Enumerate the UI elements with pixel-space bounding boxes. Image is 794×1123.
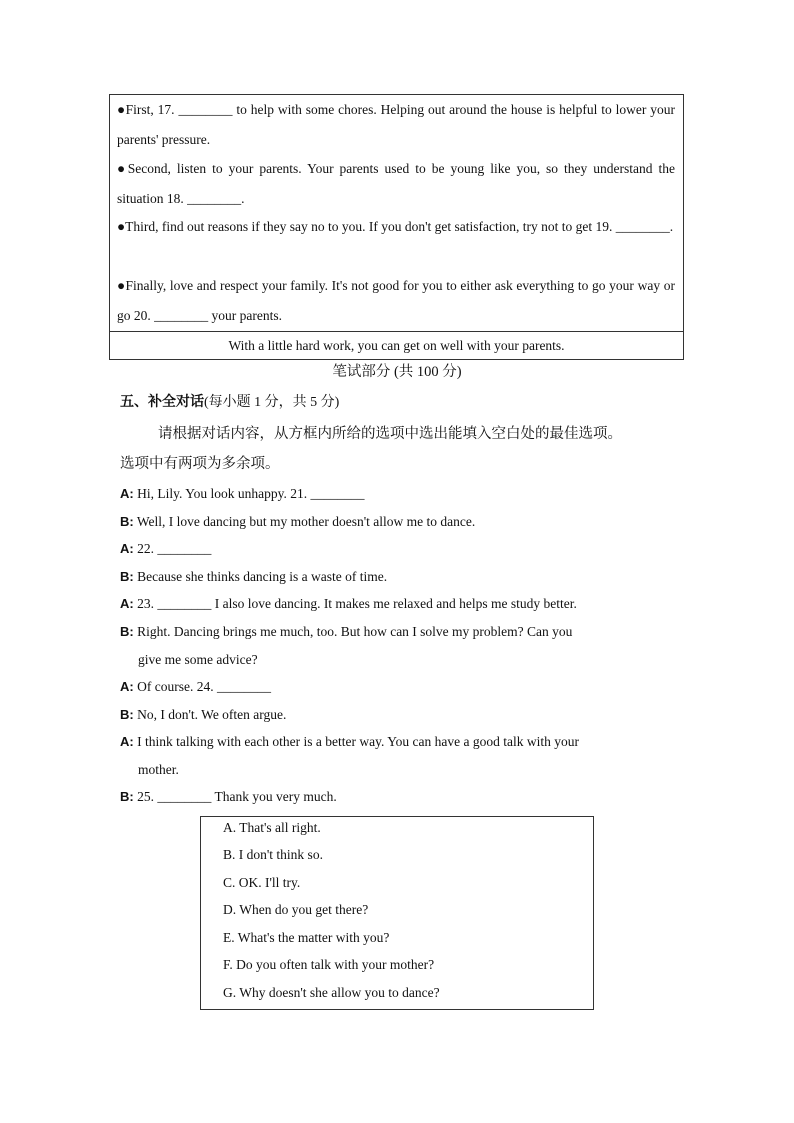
option-f: F. Do you often talk with your mother?: [223, 957, 435, 972]
section-title: 笔试部分 (共 100 分): [332, 364, 462, 380]
dialogue-text: Hi, Lily. You look unhappy. 21. ________: [137, 486, 365, 501]
dialogue-continuation: mother.: [138, 762, 179, 777]
part-heading: [120, 392, 339, 414]
speaker-label: A:: [120, 541, 134, 556]
dialogue-line: [120, 676, 680, 698]
speaker-label: B:: [120, 569, 134, 584]
option-a: A. That's all right.: [223, 820, 321, 835]
option-e: E. What's the matter with you?: [223, 930, 390, 945]
passage-summary: With a little hard work, you can get on well with your parents.: [110, 331, 683, 361]
speaker-label: B:: [120, 514, 134, 529]
speaker-label: B:: [120, 707, 134, 722]
speaker-label: A:: [120, 679, 134, 694]
dialogue-line: [120, 786, 680, 808]
dialogue-line: [120, 621, 680, 643]
option-b: B. I don't think so.: [223, 847, 323, 862]
dialogue-text: 23. ________ I also love dancing. It makes me relaxed and helps me study better.: [137, 596, 577, 611]
speaker-label: A:: [120, 486, 134, 501]
dialogue-text: Because she thinks dancing is a waste of time.: [137, 569, 388, 584]
instruction-line-2: 选项中有两项为多余项。: [120, 456, 280, 472]
dialogue-line: [120, 731, 680, 753]
option-g: G. Why doesn't she allow you to dance?: [223, 985, 440, 1000]
dialogue-text: 22. ________: [137, 541, 212, 556]
dialogue-line: [120, 483, 680, 505]
passage-bullet-finally: ●Finally, love and respect your family. It's not good for you to either ask everything to go your way or go 20. ________ your parents.: [117, 278, 675, 323]
part-detail: (每小题 1 分，共 5 分): [204, 395, 340, 410]
dialogue-line: [120, 566, 680, 588]
passage-bullet-first: ●First, 17. ________ to help with some chores. Helping out around the house is helpful to lower your parents' pressure.: [117, 102, 675, 147]
speaker-label: B:: [120, 789, 134, 804]
passage-bullet-second: ●Second, listen to your parents. Your parents used to be young like you, so they understand the situation 18. ________.: [117, 161, 675, 206]
dialogue-text: Well, I love dancing but my mother doesn't allow me to dance.: [136, 514, 476, 529]
dialogue-text: Right. Dancing brings me much, too. But how can I solve my problem? Can you: [137, 624, 573, 639]
option-c: C. OK. I'll try.: [223, 875, 301, 890]
dialogue-text: 25. ________ Thank you very much.: [137, 789, 337, 804]
dialogue-text: No, I don't. We often argue.: [137, 707, 287, 722]
speaker-label: B:: [120, 624, 134, 639]
instruction-line-1: 请根据对话内容，从方框内所给的选项中选出能填入空白处的最佳选项。: [158, 426, 622, 442]
speaker-label: A:: [120, 734, 134, 749]
options-box: [200, 816, 594, 1010]
part-number: 五、补全对话: [120, 395, 204, 410]
option-d: D. When do you get there?: [223, 902, 369, 917]
dialogue-line: [120, 593, 680, 615]
speaker-label: A:: [120, 596, 134, 611]
passage-bullet-third: ●Third, find out reasons if they say no to you. If you don't get satisfaction, try not to get 19. ________.: [117, 219, 674, 234]
dialogue-line: [120, 511, 680, 533]
reading-passage-box: [109, 94, 684, 360]
dialogue-line: [120, 704, 680, 726]
dialogue-text: I think talking with each other is a better way. You can have a good talk with your: [137, 734, 579, 749]
dialogue-line: [120, 538, 680, 560]
dialogue-continuation: give me some advice?: [138, 652, 258, 667]
dialogue-text: Of course. 24. ________: [137, 679, 271, 694]
